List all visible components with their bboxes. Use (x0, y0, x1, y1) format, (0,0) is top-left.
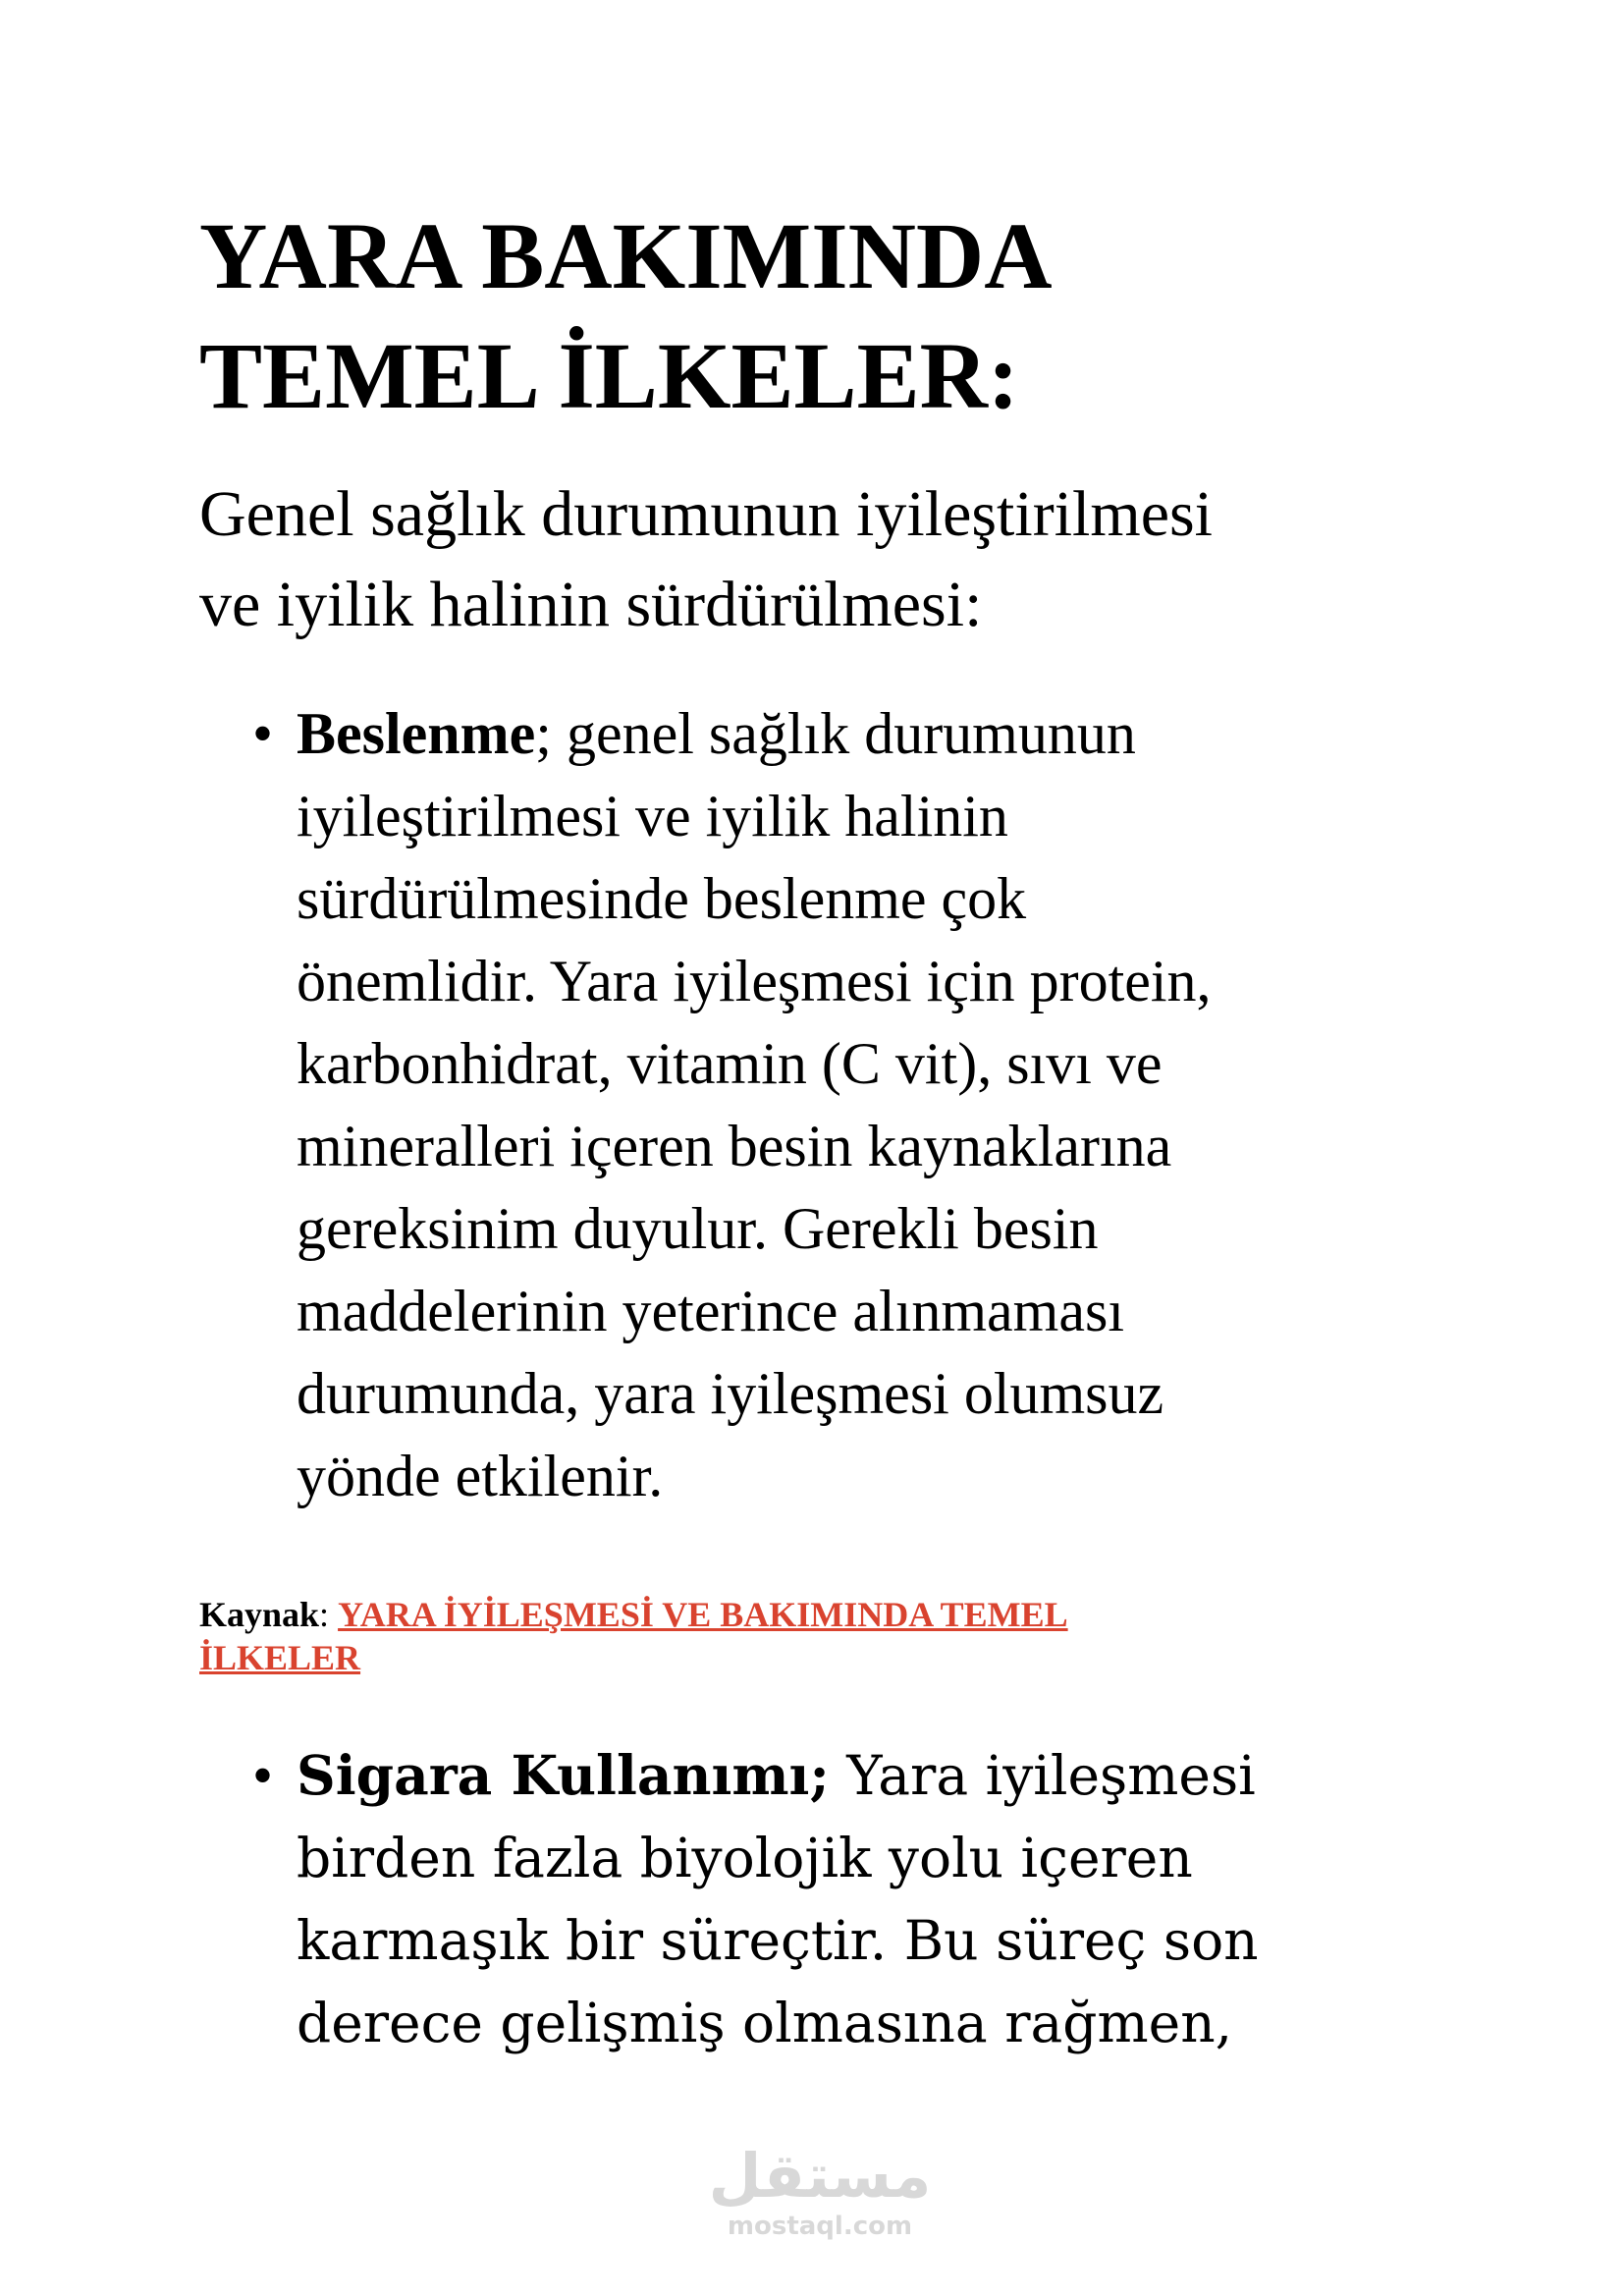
bullet-line: iyileştirilmesi ve iyilik halinin (297, 784, 1008, 848)
bullet-line (297, 692, 1426, 775)
bullet-text: ; genel sağlık durumunun (535, 701, 1136, 766)
subtitle-line-1: Genel sağlık durumunun iyileştirilmesi (199, 478, 1214, 550)
source-label: Kaynak (199, 1595, 320, 1634)
bullet-line: yönde etkilenir. (297, 1444, 664, 1508)
source-citation (199, 1593, 1181, 1679)
bullet-line (297, 1734, 1426, 1817)
bullet-item-beslenme (252, 692, 1426, 1517)
watermark-arabic: مستقل (708, 2140, 932, 2212)
bullet-line: sürdürülmesinde beslenme çok (297, 866, 1027, 931)
bullet-heading: Sigara Kullanımı; (297, 1743, 830, 1807)
bullet-line: mineralleri içeren besin kaynaklarına (297, 1114, 1172, 1178)
bullet-line: maddelerinin yeterince alınmaması (297, 1279, 1124, 1343)
title-line-1: YARA BAKIMINDA (199, 203, 1053, 308)
bullet-line: derece gelişmiş olmasına rağmen, (297, 1992, 1233, 2054)
bullet-dot-icon: • (252, 1743, 274, 1808)
title-line-2: TEMEL İLKELER: (199, 323, 1019, 428)
mostaql-watermark (707, 2141, 933, 2241)
source-separator: : (319, 1595, 339, 1634)
bullet-line: karmaşık bir süreçtir. Bu süreç son (297, 1909, 1259, 1972)
subtitle-line-2: ve iyilik halinin sürdürülmesi: (199, 569, 983, 640)
bullet-line: gereksinim duyulur. Gerekli besin (297, 1196, 1099, 1261)
source-link-line-1: YARA İYİLEŞMESİ VE BAKIMINDA TEMEL (338, 1595, 1068, 1634)
bullet-line: birden fazla biyolojik yolu içeren (297, 1827, 1193, 1889)
page-title (199, 196, 1378, 436)
bullet-line: durumunda, yara iyileşmesi olumsuz (297, 1361, 1164, 1426)
section-subtitle (199, 469, 1378, 650)
bullet-heading: Beslenme (297, 701, 536, 766)
bullet-text: Yara iyileşmesi (829, 1744, 1256, 1807)
bullet-line: karbonhidrat, vitamin (C vit), sıvı ve (297, 1031, 1163, 1096)
watermark-latin: mostaql.com (727, 2212, 913, 2241)
bullet-dot-icon: • (252, 701, 274, 766)
bullet-line: önemlidir. Yara iyileşmesi için protein, (297, 949, 1212, 1013)
bullet-item-sigara (252, 1734, 1426, 2064)
source-link-line-2: İLKELER (199, 1638, 361, 1677)
